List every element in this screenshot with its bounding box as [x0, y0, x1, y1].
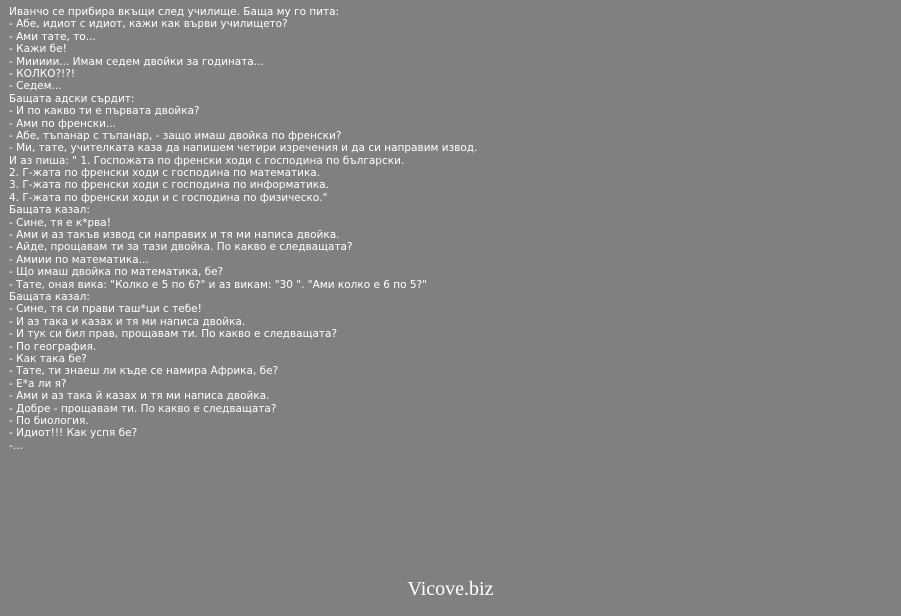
joke-line: - Добре - прощавам ти. По какво е следващата? — [9, 402, 277, 415]
joke-line: - Абе, идиот с идиот, кажи как върви училището? — [9, 18, 288, 31]
joke-line: - Как така бе? — [9, 352, 87, 365]
joke-line: - Сине, тя е к*рва! — [9, 216, 111, 229]
joke-line: - Ами и аз такъв извод си направих и тя ми написа двойка. — [9, 229, 340, 242]
joke-line: - Що имаш двойка по математика, бе? — [9, 266, 224, 279]
joke-line: - По география. — [9, 340, 97, 353]
joke-line: 3. Г-жата по френски ходи с господина по информатика. — [9, 179, 329, 192]
joke-line: Бащата казал: — [9, 204, 90, 217]
joke-line: - Тате, ти знаеш ли къде се намира Африка, бе? — [9, 365, 279, 378]
joke-line: - Тате, оная вика: "Колко е 5 по 6?" и аз викам: "30 ". "Ами колко е 6 по 5?" — [9, 278, 427, 291]
joke-line: - Е*а ли я? — [9, 377, 67, 390]
joke-line: - Ами и аз така й казах и тя ми написа двойка. — [9, 390, 270, 403]
joke-line: И аз пиша: " 1. Госпожата по френски ходи с господина по български. — [9, 154, 405, 167]
joke-line: - Идиот!!! Как успя бе? — [9, 427, 138, 440]
joke-line: - И по какво ти е първата двойка? — [9, 105, 200, 118]
joke-line: 2. Г-жата по френски ходи с господина по математика. — [9, 167, 321, 180]
joke-line: - Ами по френски... — [9, 117, 116, 130]
joke-line: - Абе, тъпанар с тъпанар, - защо имаш двойка по френски? — [9, 129, 342, 142]
joke-line: - Амиии по математика... — [9, 253, 149, 266]
joke-line: - Ми, тате, учителката каза да напишем четири изречения и да си направим извод. — [9, 142, 478, 155]
joke-line: - КОЛКО?!?! — [9, 67, 76, 80]
joke-line: - Кажи бе! — [9, 43, 67, 56]
joke-line: - По биология. — [9, 414, 89, 427]
joke-line: 4. Г-жата по френски ходи и с господина по физическо." — [9, 191, 328, 204]
joke-line: Бащата казал: — [9, 290, 90, 303]
joke-line: - И аз така и казах и тя ми написа двойка. — [9, 315, 246, 328]
joke-line: -... — [9, 439, 23, 452]
joke-line: - Седем... — [9, 80, 62, 93]
joke-line: - Миииии... Имам седем двойки за годината... — [9, 55, 264, 68]
joke-text — [9, 6, 889, 452]
joke-line: Иванчо се прибира вкъщи след училище. Баща му го пита: — [9, 6, 340, 18]
joke-line: - Айде, прощавам ти за тази двойка. По какво е следващата? — [9, 241, 353, 254]
joke-line: Бащата адски сърдит: — [9, 92, 135, 105]
site-watermark: Vicove.biz — [407, 578, 494, 600]
joke-line: - Сине, тя си прави таш*ци с тебе! — [9, 303, 202, 316]
joke-line: - Ами тате, то... — [9, 30, 96, 43]
joke-line: - И тук си бил прав, прощавам ти. По какво е следващата? — [9, 328, 338, 341]
